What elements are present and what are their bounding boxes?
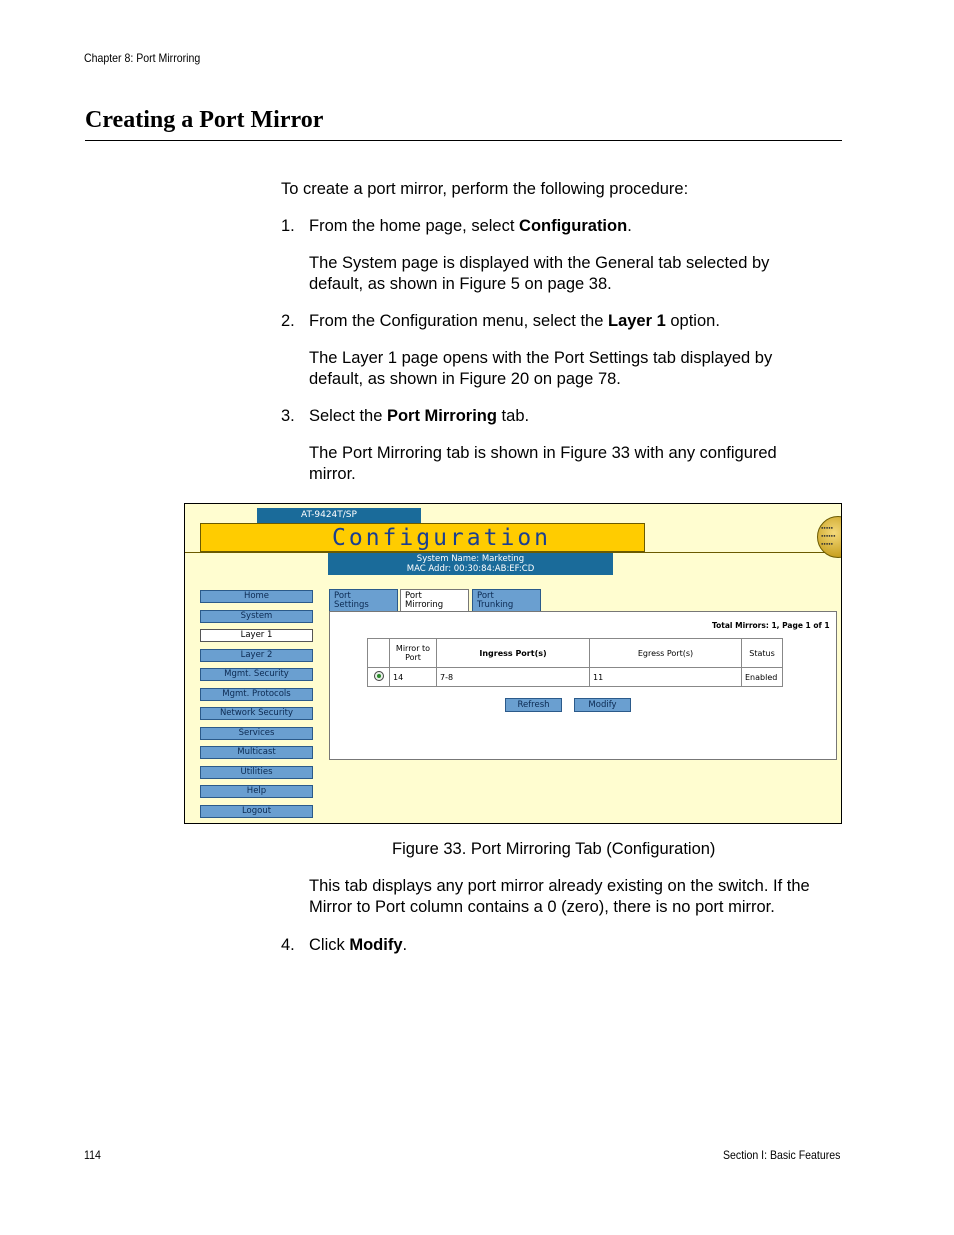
nav-multicast-button[interactable]: Multicast [200,746,313,759]
step-number: 2. [281,312,295,330]
column-ingress: Ingress Port(s) [437,639,590,668]
intro-text: To create a port mirror, perform the following procedure: [281,180,689,198]
step-number: 1. [281,217,295,235]
nav-home-button[interactable]: Home [200,590,313,603]
step-note: The Port Mirroring tab is shown in Figure 33 with any configured mirror. [309,444,777,483]
step-text: Click Modify. [309,936,408,954]
total-mirrors: Total Mirrors: 1, Page 1 of 1 [712,621,830,630]
nav-services-button[interactable]: Services [200,727,313,740]
section-title: Creating a Port Mirror [85,107,324,133]
column-status: Status [742,639,783,668]
after-figure-text: This tab displays any port mirror already existing on the switch. If the Mirror to Port column contains a 0 (zero), there is no port mirror. [309,877,810,916]
footer-section: Section I: Basic Features [722,1148,840,1162]
step-note: The Layer 1 page opens with the Port Settings tab displayed by default, as shown in Figure 20 on page 78. [309,349,773,388]
mirror-panel [329,611,837,760]
nav-layer1-button[interactable]: Layer 1 [200,629,313,642]
row-select-radio[interactable] [374,671,384,681]
nav-help-button[interactable]: Help [200,785,313,798]
nav-layer2-button[interactable]: Layer 2 [200,649,313,662]
cell-mirror-port: 14 [390,668,437,687]
configuration-banner [200,523,645,552]
step-note: The System page is displayed with the General tab selected by default, as shown in Figure 5 on page 38. [309,254,770,293]
nav-mgmt-security-button[interactable]: Mgmt. Security [200,668,313,681]
system-name: System Name: Marketing [416,554,525,564]
nav-system-button[interactable]: System [200,610,313,623]
nav-mgmt-protocols-button[interactable]: Mgmt. Protocols [200,688,313,701]
figure-caption: Figure 33. Port Mirroring Tab (Configuration) [392,840,716,858]
column-egress: Egress Port(s) [590,639,742,668]
chapter-header: Chapter 8: Port Mirroring [84,51,201,65]
cell-egress: 11 [590,668,742,687]
title-rule [85,140,842,141]
tab-port-trunking[interactable]: Port Trunking [472,589,541,611]
step-text: From the Configuration menu, select the Layer 1 option. [309,312,720,330]
banner-title: Configuration [332,525,552,551]
tab-port-settings[interactable]: Port Settings [329,589,398,611]
step-number: 4. [281,936,295,954]
figure-screenshot [184,503,842,824]
logo-globe-icon: ●●●●● ●●●●●● ●●●●● [817,516,842,558]
table-row [368,668,783,687]
page-number: 114 [84,1148,101,1162]
refresh-button[interactable]: Refresh [505,698,562,712]
step-number: 3. [281,407,295,425]
modify-button[interactable]: Modify [574,698,631,712]
tab-port-mirroring[interactable]: Port Mirroring [400,589,469,613]
cell-ingress: 7-8 [437,668,590,687]
nav-logout-button[interactable]: Logout [200,805,313,818]
mirror-table [367,638,783,687]
cell-status: Enabled [742,668,783,687]
mac-address: MAC Addr: 00:30:84:AB:EF:CD [406,564,535,574]
step-text: Select the Port Mirroring tab. [309,407,530,425]
table-header-row [368,639,783,668]
model-bar: AT-9424T/SP [257,508,421,523]
column-mirror-to-port: Mirror to Port [390,639,437,668]
step-text: From the home page, select Configuration. [309,217,632,235]
nav-utilities-button[interactable]: Utilities [200,766,313,779]
system-info-box [328,553,613,575]
nav-network-security-button[interactable]: Network Security [200,707,313,720]
